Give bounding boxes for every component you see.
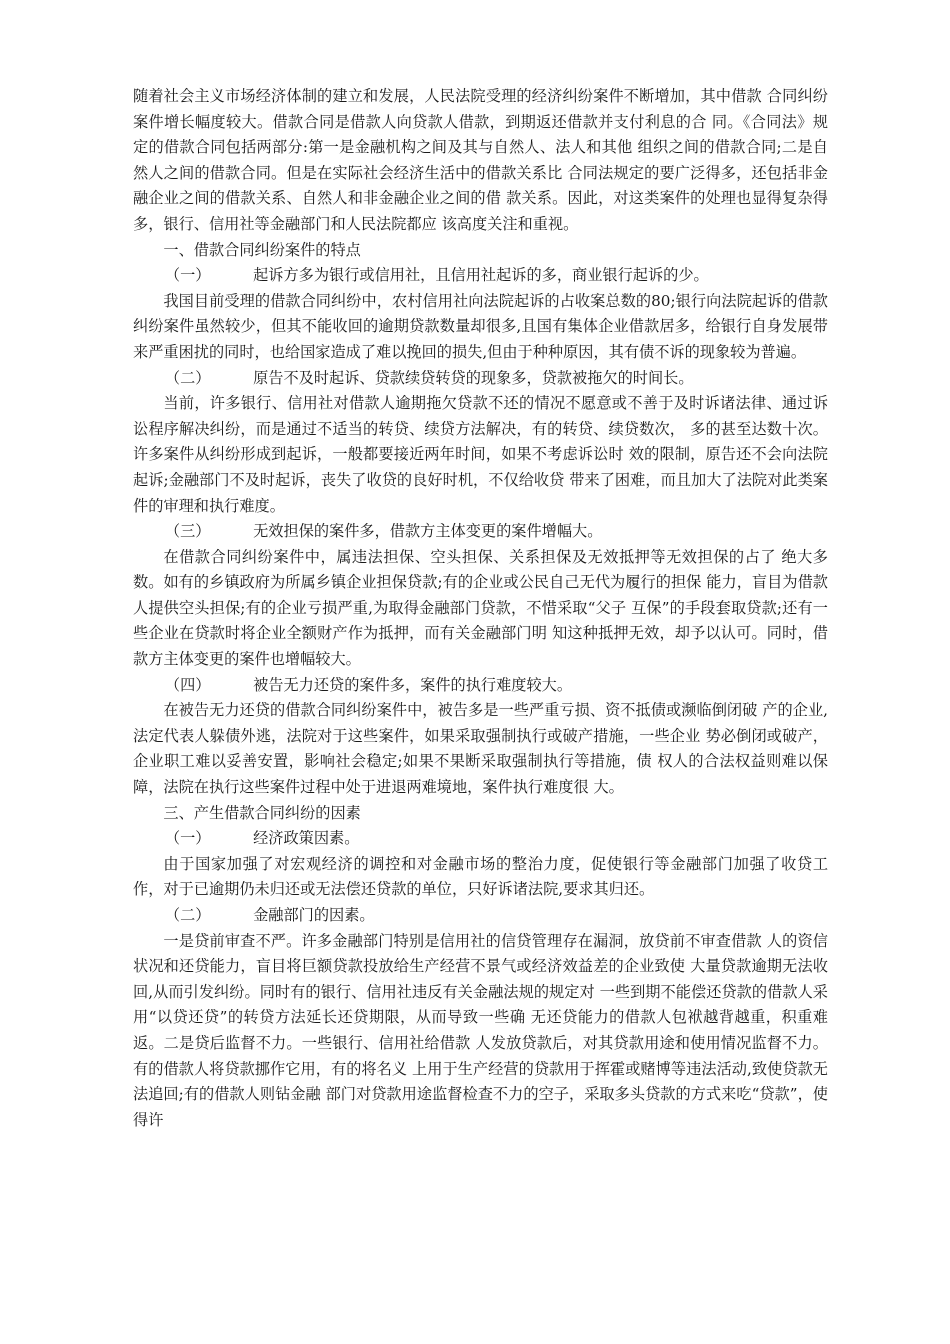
subheading-1-3 <box>133 519 828 545</box>
subheading-number: （二） <box>164 906 211 924</box>
body-paragraph-1-3: 在借款合同纠纷案件中，属违法担保、空头担保、关系担保及无效抵押等无效担保的占了 绝大多数。如有的乡镇政府为所属乡镇企业担保贷款;有的企业或公民自己无代为履行的担保 能力，盲目为借款人提供空头担保;有的企业亏损严重,为取得金融部门贷款，不惜采取“父子 互保”的手段套取贷款;还有一些企业在贷款时将企业全额财产作为抵押，而有关金融部门明 知这种抵押无效，却予以认可。同时，借款方主体变更的案件也增幅较大。 <box>133 547 828 669</box>
subheading-title: 无效担保的案件多，借款方主体变更的案件增幅大。 <box>253 522 603 541</box>
subheading-title: 原告不及时起诉、贷款续贷转贷的现象多，贷款被拖欠的时间长。 <box>253 368 694 387</box>
subheading-3-1 <box>133 826 828 852</box>
subheading-number: （一） <box>164 829 211 848</box>
subheading-title: 经济政策因素。 <box>253 829 360 848</box>
subheading-1-4 <box>133 673 828 699</box>
body-paragraph-1-4: 在被告无力还贷的借款合同纠纷案件中，被告多是一些严重亏损、资不抵债或濒临倒闭破 产的企业,法定代表人躲债外逃，法院对于这些案件，如果采取强制执行或破产措施，一些企业 势必倒闭或破产，企业职工难以妥善安置，影响社会稳定;如果不果断采取强制执行等措施，债 权人的合法权益则难以保障，法院在执行这些案件过程中处于进退两难境地，案件执行难度很 大。 <box>133 701 828 797</box>
subheading-1-2 <box>133 366 828 392</box>
subheading-number: （三） <box>164 522 211 541</box>
subheading-3-2 <box>133 903 828 929</box>
subheading-number: （一） <box>164 266 211 285</box>
subheading-title: 金融部门的因素。 <box>253 906 375 924</box>
subheading-title: 被告无力还贷的案件多，案件的执行难度较大。 <box>253 675 572 694</box>
body-paragraph-3-2: 一是贷前审查不严。许多金融部门特别是信用社的信贷管理存在漏洞，放贷前不审查借款 人的资信状况和还贷能力，盲目将巨额贷款投放给生产经营不景气或经济效益差的企业致使 大量贷款逾期无法收回,从而引发纠纷。同时有的银行、信用社违反有关金融法规的规定对 一些到期不能偿还贷款的借款人采用“以贷还贷”的转贷方法延长还贷期限，从而导致一些确 无还贷能力的借款人包袱越背越重，积重难返。二是贷后监督不力。一些银行、信用社给借款 人发放贷款后，对其贷款用途和使用情况监督不力。有的借款人将贷款挪作它用，有的将名义 上用于生产经营的贷款用于挥霍或赌博等违法活动,致使贷款无法追回;有的借款人则钻金融 部门对贷款用途监督检查不力的空子，采取多头贷款的方式来吃“贷款”，使得许 <box>133 931 828 1129</box>
document-page <box>133 84 828 1133</box>
subheading-title: 起诉方多为银行或信用社，且信用社起诉的多，商业银行起诉的少。 <box>253 266 709 285</box>
body-paragraph-1-1: 我国目前受理的借款合同纠纷中，农村信用社向法院起诉的占收案总数的80;银行向法院起诉的借款纠纷案件虽然较少，但其不能收回的逾期贷款数量却很多,且国有集体企业借款居多，给银行自身发展带来严重困扰的同时，也给国家造成了难以挽回的损失,但由于种种原因，其有债不诉的现象较为普遍。 <box>133 291 828 361</box>
subheading-1-1 <box>133 263 828 289</box>
intro-paragraph: 随着社会主义市场经济体制的建立和发展，人民法院受理的经济纠纷案件不断增加，其中借款 合同纠纷案件增长幅度较大。借款合同是借款人向贷款人借款，到期返还借款并支付利息的合 同。《合同法》规定的借款合同包括两部分:第一是金融机构之间及其与自然人、法人和其他 组织之间的借款合同;二是自然人之间的借款合同。但是在实际社会经济生活中的借款关系比 合同法规定的要广泛得多，还包括非金融企业之间的借款关系、自然人和非金融企业之间的借 款关系。因此，对这类案件的处理也显得复杂得多，银行、信用社等金融部门和人民法院都应 该高度关注和重视。 <box>133 87 828 233</box>
subheading-number: （四） <box>164 675 211 694</box>
subheading-number: （二） <box>164 368 211 387</box>
body-paragraph-1-2: 当前，许多银行、信用社对借款人逾期拖欠贷款不还的情况不愿意或不善于及时诉诸法律、通过诉讼程序解决纠纷，而是通过不适当的转贷、续贷方法解决，有的转贷、续贷数次， 多的甚至达数十次。许多案件从纠纷形成到起诉，一般都要接近两年时间，如果不考虑诉讼时 效的限制，原告还不会向法院起诉;金融部门不及时起诉，丧失了收贷的良好时机，不仅给收贷 带来了困难，而且加大了法院对此类案件的审理和执行难度。 <box>133 394 828 515</box>
section3-heading: 三、产生借款合同纠纷的因素 <box>163 803 361 822</box>
body-paragraph-3-1: 由于国家加强了对宏观经济的调控和对金融市场的整治力度，促使银行等金融部门加强了收贷工作，对于已逾期仍未归还或无法偿还贷款的单位，只好诉诸法院,要求其归还。 <box>133 854 828 899</box>
section1-heading: 一、借款合同纠纷案件的特点 <box>163 240 361 259</box>
